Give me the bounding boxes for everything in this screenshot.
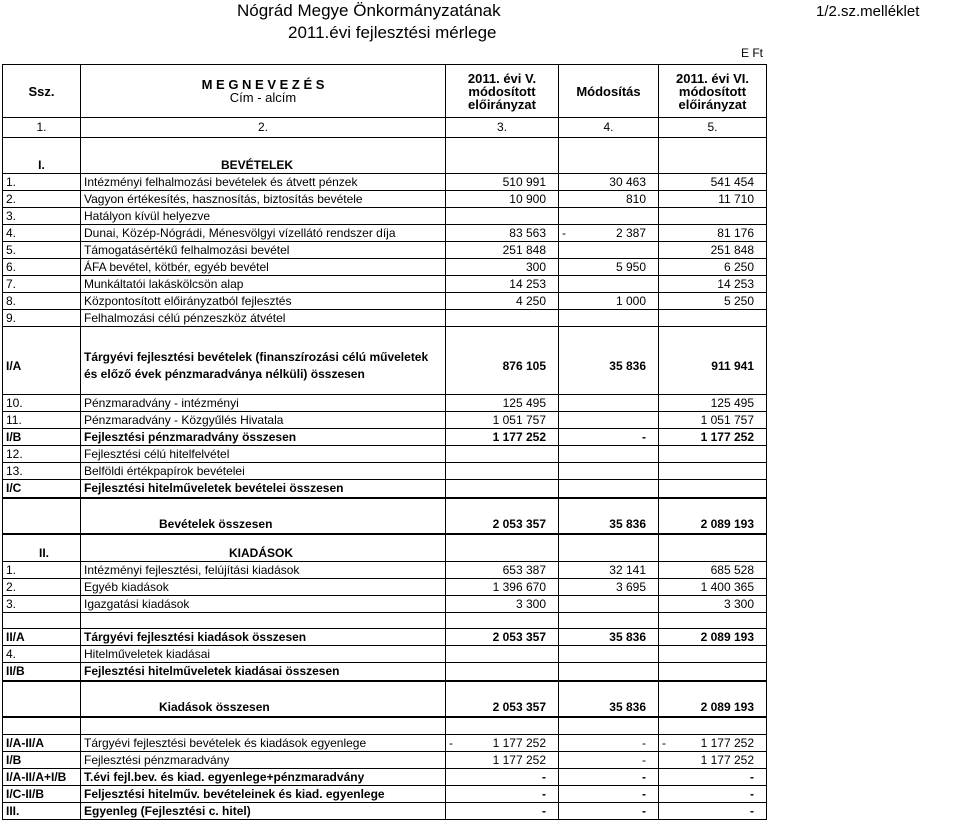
row-number: 2. — [3, 191, 81, 208]
row-label: Igazgatási kiadások — [81, 596, 446, 613]
value-col3: - — [446, 769, 559, 786]
value-col5: 685 528 — [659, 562, 767, 579]
negative-sign: - — [449, 735, 453, 750]
row-label: Támogatásértékű felhalmozási bevétel — [81, 242, 446, 259]
section-title: KIADÁSOK — [81, 546, 446, 562]
value-col3: 4 250 — [446, 293, 559, 310]
subtotal-row — [3, 480, 767, 498]
row-label: Munkáltatói lakáskölcsön alap — [81, 276, 446, 293]
row-label: Egyéb kiadások — [81, 579, 446, 596]
row-label: Tárgyévi fejlesztési kiadások összesen — [81, 629, 446, 646]
row-label: Egyenleg (Fejlesztési c. hitel) — [81, 803, 446, 820]
subtotal-row — [3, 629, 767, 646]
balance-row — [3, 803, 767, 820]
row-number: I/A — [3, 339, 81, 395]
value-col4: - — [559, 803, 659, 820]
row-label: Fejlesztési célú hitelfelvétel — [81, 446, 446, 463]
value-col3: 510 991 — [446, 174, 559, 191]
value-col3: 300 — [446, 259, 559, 276]
row-number: I/C — [3, 480, 81, 498]
header-col3-line2: módosított — [468, 83, 536, 99]
row-label: Tárgyévi fejlesztési bevételek (finanszírozási célú műveletek és előző évek pénzmaradványa nélküli) összesen — [81, 339, 446, 395]
value-col3: 14 253 — [446, 276, 559, 293]
value-col5: 6 250 — [659, 259, 767, 276]
subtotal-row — [3, 429, 767, 446]
value-col5: 81 176 — [659, 225, 767, 242]
row-number: 5. — [3, 242, 81, 259]
value-col3: 83 563 — [446, 225, 559, 242]
row-number: 12. — [3, 446, 81, 463]
section-header-income — [3, 158, 767, 174]
header-col3-line1: 2011. évi V. — [467, 70, 537, 86]
header-col4: Módosítás — [559, 65, 659, 118]
row-label: ÁFA bevétel, kötbér, egyéb bevétel — [81, 259, 446, 276]
header-col5-line2: módosított — [678, 83, 747, 99]
header-col3-line3: előirányzat — [468, 96, 536, 112]
value-col4: - — [559, 769, 659, 786]
value-col4: - — [559, 735, 659, 752]
value-col3-amount: 1 177 252 — [492, 735, 546, 750]
table-row — [3, 174, 767, 191]
negative-sign: - — [662, 735, 666, 750]
income-total-row — [3, 516, 767, 534]
row-number: 11. — [3, 412, 81, 429]
table-row — [3, 259, 767, 276]
header-ssz: Ssz. — [3, 65, 81, 118]
row-number: 6. — [3, 259, 81, 276]
row-number: 7. — [3, 276, 81, 293]
row-number: 1. — [3, 562, 81, 579]
row-label: Vagyon értékesítés, hasznosítás, biztosítás bevétele — [81, 191, 446, 208]
value-col3: 125 495 — [446, 395, 559, 412]
column-number-row — [3, 118, 767, 138]
negative-sign: - — [562, 225, 566, 240]
row-label: Hatályon kívül helyezve — [81, 208, 446, 225]
report-subtitle: 2011.évi fejlesztési mérlege — [288, 23, 497, 42]
value-col4: 5 950 — [559, 259, 659, 276]
value-col4: 35 836 — [559, 699, 659, 717]
value-col3: 1 396 670 — [446, 579, 559, 596]
row-label: Fejlesztési hitelműveletek bevételei összesen — [81, 480, 446, 498]
table-row — [3, 596, 767, 613]
value-col3: 3 300 — [446, 596, 559, 613]
table-row — [3, 412, 767, 429]
value-col5: 1 177 252 — [659, 752, 767, 769]
row-label: Fejlesztési hitelműveletek kiadásai összesen — [81, 663, 446, 681]
value-col5: 1 051 757 — [659, 412, 767, 429]
balance-row — [3, 752, 767, 769]
row-label: Bevételek összesen — [81, 516, 446, 534]
table-row — [3, 225, 767, 242]
table-row — [3, 562, 767, 579]
row-number: II/A — [3, 629, 81, 646]
section-title: BEVÉTELEK — [81, 158, 446, 174]
row-number: I/A-II/A — [3, 735, 81, 752]
row-label: Hitelműveletek kiadásai — [81, 646, 446, 663]
value-col4 — [559, 225, 659, 242]
table-row — [3, 276, 767, 293]
row-label: Központosított előirányzatból fejlesztés — [81, 293, 446, 310]
value-col3: - — [446, 803, 559, 820]
value-col5: 541 454 — [659, 174, 767, 191]
row-number: I/B — [3, 752, 81, 769]
colnum-3: 3. — [446, 118, 559, 138]
table-row — [3, 646, 767, 663]
table-row — [3, 208, 767, 225]
value-col4: 35 836 — [559, 629, 659, 646]
value-col4: 1 000 — [559, 293, 659, 310]
value-col5: 1 400 365 — [659, 579, 767, 596]
row-label: Intézményi fejlesztési, felújítási kiadások — [81, 562, 446, 579]
table-row — [3, 463, 767, 480]
value-col3: 1 051 757 — [446, 412, 559, 429]
value-col3: 2 053 357 — [446, 699, 559, 717]
section-header-expenses — [3, 546, 767, 562]
row-label: Kiadások összesen — [81, 699, 446, 717]
value-col3 — [446, 735, 559, 752]
value-col5: 2 089 193 — [659, 629, 767, 646]
value-col5: 125 495 — [659, 395, 767, 412]
balance-row — [3, 735, 767, 752]
table-row — [3, 191, 767, 208]
value-col4: - — [559, 786, 659, 803]
balance-row — [3, 769, 767, 786]
value-col3: 653 387 — [446, 562, 559, 579]
value-col4: 35 836 — [559, 339, 659, 395]
value-col5: 911 941 — [659, 339, 767, 395]
colnum-4: 4. — [559, 118, 659, 138]
row-label: Fejlesztési pénzmaradvány — [81, 752, 446, 769]
row-label: Feljesztési hitelműv. bevételeinek és kiad. egyenlege — [81, 786, 446, 803]
value-col5: 11 710 — [659, 191, 767, 208]
value-col4: 30 463 — [559, 174, 659, 191]
value-col5 — [659, 735, 767, 752]
value-col3: - — [446, 786, 559, 803]
table-header-row — [3, 65, 767, 118]
table-row — [3, 395, 767, 412]
value-col5: 1 177 252 — [659, 429, 767, 446]
row-label: Fejlesztési pénzmaradvány összesen — [81, 429, 446, 446]
table-row — [3, 310, 767, 327]
annex-label: 1/2.sz.melléklet — [816, 3, 920, 20]
balance-table — [2, 64, 767, 820]
value-col5: 2 089 193 — [659, 516, 767, 534]
row-number: 9. — [3, 310, 81, 327]
header-name-line2: Cím - alcím — [229, 90, 297, 105]
row-number: 4. — [3, 646, 81, 663]
value-col3: 2 053 357 — [446, 629, 559, 646]
row-number: 10. — [3, 395, 81, 412]
subtotal-row — [3, 339, 767, 395]
row-label: Pénzmaradvány - Közgyűlés Hivatala — [81, 412, 446, 429]
section-number: II. — [3, 546, 81, 562]
row-label: Intézményi felhalmozási bevételek és átvett pénzek — [81, 174, 446, 191]
row-label: Felhalmozási célú pénzeszköz átvétel — [81, 310, 446, 327]
row-number: III. — [3, 803, 81, 820]
value-col5: - — [659, 803, 767, 820]
row-number: 13. — [3, 463, 81, 480]
row-number: 4. — [3, 225, 81, 242]
table-row — [3, 242, 767, 259]
colnum-2: 2. — [81, 118, 446, 138]
value-col5: 14 253 — [659, 276, 767, 293]
value-col3: 2 053 357 — [446, 516, 559, 534]
table-row — [3, 446, 767, 463]
value-col5: 3 300 — [659, 596, 767, 613]
value-col4: 810 — [559, 191, 659, 208]
report-title: Nógrád Megye Önkormányzatának — [237, 1, 501, 20]
balance-row — [3, 786, 767, 803]
value-col3: 1 177 252 — [446, 429, 559, 446]
value-col3: 251 848 — [446, 242, 559, 259]
header-name — [81, 65, 446, 118]
value-col5: 2 089 193 — [659, 699, 767, 717]
value-col3: 10 900 — [446, 191, 559, 208]
colnum-5: 5. — [659, 118, 767, 138]
value-col5: - — [659, 786, 767, 803]
row-number: I/A-II/A+I/B — [3, 769, 81, 786]
header-col5 — [659, 65, 767, 118]
value-col4: 32 141 — [559, 562, 659, 579]
colnum-1: 1. — [3, 118, 81, 138]
value-col3: 1 177 252 — [446, 752, 559, 769]
row-number: 1. — [3, 174, 81, 191]
value-col4-amount: 2 387 — [615, 225, 646, 240]
subtotal-row — [3, 663, 767, 681]
row-number: 3. — [3, 596, 81, 613]
row-number: 3. — [3, 208, 81, 225]
row-number: I/C-II/B — [3, 786, 81, 803]
row-number: I/B — [3, 429, 81, 446]
header-col3 — [446, 65, 559, 118]
row-label: T.évi fejl.bev. és kiad. egyenlege+pénzmaradvány — [81, 769, 446, 786]
section-number: I. — [3, 158, 81, 174]
value-col4: 35 836 — [559, 516, 659, 534]
header-col5-line1: 2011. évi VI. — [675, 70, 749, 86]
row-number: II/B — [3, 663, 81, 681]
row-label: Belföldi értékpapírok bevételei — [81, 463, 446, 480]
header-name-line1: M E G N E V E Z É S — [201, 77, 325, 92]
header-col5-line3: előirányzat — [678, 96, 747, 112]
row-label: Tárgyévi fejlesztési bevételek és kiadások egyenlege — [81, 735, 446, 752]
value-col5: - — [659, 769, 767, 786]
table-row — [3, 293, 767, 310]
value-col4: - — [559, 429, 659, 446]
row-number: 8. — [3, 293, 81, 310]
table-row — [3, 579, 767, 596]
value-col4: - — [559, 752, 659, 769]
unit-label: E Ft — [741, 46, 764, 60]
value-col3: 876 105 — [446, 339, 559, 395]
row-label: Dunai, Közép-Nógrádi, Ménesvölgyi vízellátó rendszer díja — [81, 225, 446, 242]
value-col5-amount: 1 177 252 — [700, 735, 754, 750]
value-col5: 251 848 — [659, 242, 767, 259]
row-number: 2. — [3, 579, 81, 596]
value-col4: 3 695 — [559, 579, 659, 596]
value-col5: 5 250 — [659, 293, 767, 310]
expense-total-row — [3, 699, 767, 717]
row-label: Pénzmaradvány - intézményi — [81, 395, 446, 412]
